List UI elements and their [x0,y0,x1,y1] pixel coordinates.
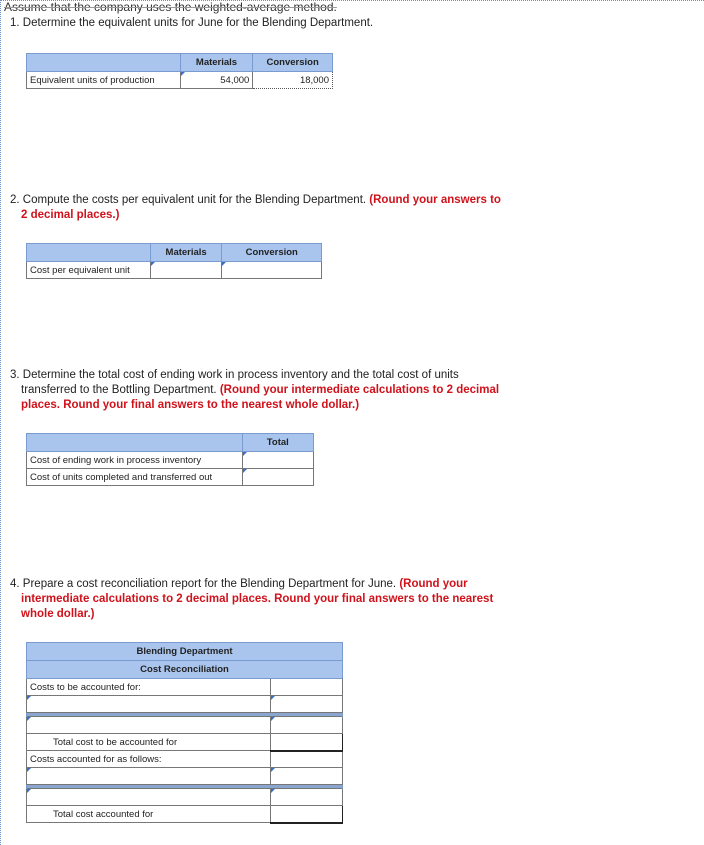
q1-number: 1. [10,17,20,29]
q3-row-ending-wip: Cost of ending work in process inventory [27,452,243,469]
input-marker-icon [181,72,185,76]
q4-accounted-item-1-input[interactable] [27,768,271,785]
q2-header-conversion: Conversion [222,244,322,262]
input-marker-icon [271,717,275,721]
q2-text: Compute the costs per equivalent unit for the Blending Department. [22,194,367,206]
cost-per-unit-table [26,243,322,279]
input-marker-icon [27,789,31,793]
q4-cost-item-2-amount[interactable] [271,717,343,734]
q4-total-accounted-input[interactable] [271,806,343,823]
q1-conversion-input[interactable] [253,72,333,89]
q1-materials-value: 54,000 [220,74,250,86]
q3-number: 3. [10,369,20,381]
q3-instruction: (Round your intermediate calculations to 2 decimal places. Round your final answers to the nearest whole dollar.) [21,384,500,411]
question-2 [10,193,505,223]
input-marker-icon [271,789,275,793]
input-marker-icon [27,717,31,721]
q1-materials-input[interactable] [180,72,253,89]
intro-text: Assume that the company uses the weighted-average method. [4,0,337,14]
q1-row-label: Equivalent units of production [27,72,181,89]
q3-row-transferred-out: Cost of units completed and transferred out [27,469,243,486]
q4-text: Prepare a cost reconciliation report for the Blending Department for June. [22,578,397,590]
q2-conversion-input[interactable] [222,262,322,279]
input-marker-icon [243,452,247,456]
q4-total-to-account-label: Total cost to be accounted for [27,734,271,751]
question-1 [10,16,690,31]
input-marker-icon [243,469,247,473]
q2-row-label: Cost per equivalent unit [27,262,151,279]
q4-title-reconciliation: Cost Reconciliation [27,661,343,679]
q4-total-to-account-input[interactable] [271,734,343,751]
q3-header-total: Total [242,434,313,452]
q2-materials-input[interactable] [150,262,222,279]
q4-accounted-item-2-input[interactable] [27,789,271,806]
q4-accounted-item-2-amount[interactable] [271,789,343,806]
question-4 [10,577,505,622]
total-cost-table [26,433,314,486]
q4-cost-item-2-input[interactable] [27,717,271,734]
q2-instruction: (Round your answers to 2 decimal places.) [21,194,501,221]
q4-costs-to-account-label: Costs to be accounted for: [27,679,271,696]
input-marker-icon [271,768,275,772]
input-marker-icon [27,768,31,772]
q1-header-conversion: Conversion [253,54,333,72]
q4-total-accounted-label: Total cost accounted for [27,806,271,823]
q4-costs-accounted-label: Costs accounted for as follows: [27,751,271,768]
q4-title-department: Blending Department [27,643,343,661]
q4-number: 4. [10,578,20,590]
q3-transferred-out-input[interactable] [242,469,313,486]
q2-number: 2. [10,194,20,206]
input-marker-icon [222,262,226,266]
equivalent-units-table [26,53,333,89]
q3-text: Determine the total cost of ending work in process inventory and the total cost of units transferred to the Bottling Department. [21,369,459,396]
q3-ending-wip-input[interactable] [242,452,313,469]
input-marker-icon [27,696,31,700]
question-3 [10,368,505,413]
q1-text: Determine the equivalent units for June for the Blending Department. [22,17,374,29]
q4-cost-item-1-input[interactable] [27,696,271,713]
input-marker-icon [271,696,275,700]
q1-conversion-value: 18,000 [299,74,329,86]
cost-reconciliation-table [26,642,343,824]
q2-header-materials: Materials [150,244,222,262]
q4-instruction: (Round your intermediate calculations to 2 decimal places. Round your final answers to the nearest whole dollar.) [21,578,494,620]
input-marker-icon [151,262,155,266]
q4-accounted-item-1-amount[interactable] [271,768,343,785]
q4-cost-item-1-amount[interactable] [271,696,343,713]
q1-header-materials: Materials [180,54,253,72]
